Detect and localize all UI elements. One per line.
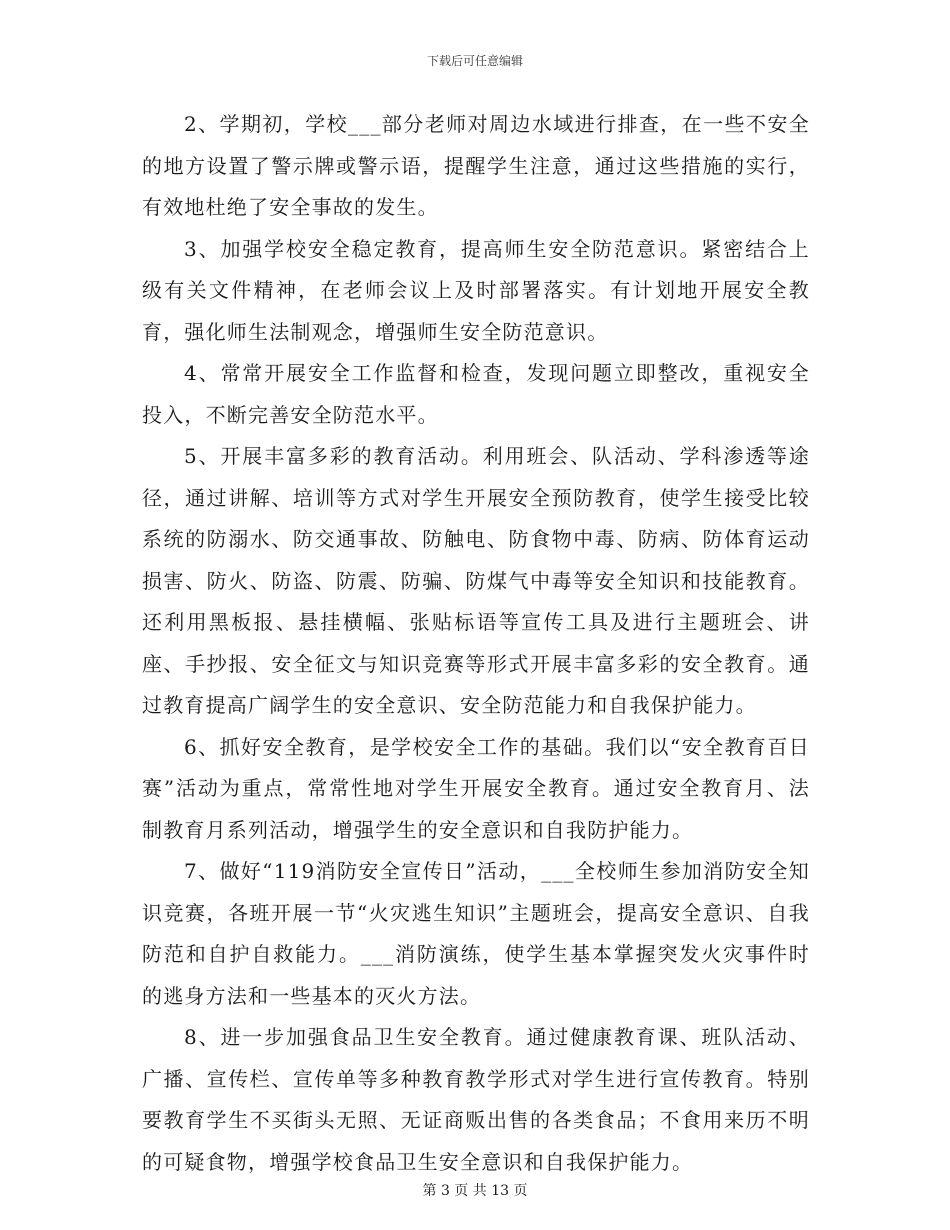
paragraph-item-5: 5、开展丰富多彩的教育活动。利用班会、队活动、学科渗透等途径，通过讲解、培训等方式对学生开展安全预防教育，使学生接受比较系统的防溺水、防交通事故、防触电、防食物中毒、防病、防体育运动损害、防火、防盗、防震、防骗、防煤气中毒等安全知识和技能教育。还利用黑板报、悬挂横幅、张贴标语等宣传工具及进行主题班会、讲座、手抄报、安全征文与知识竞赛等形式开展丰富多彩的安全教育。通过教育提高广阔学生的安全意识、安全防范能力和自我保护能力。 — [142, 444, 810, 717]
document-body — [142, 104, 810, 1183]
paragraph-item-7: 7、做好“119消防安全宣传日”活动，___全校师生参加消防安全知识竞赛，各班开展一节“火灾逃生知识”主题班会，提高安全意识、自我防范和自护自救能力。___消防演练，使学生基本掌握突发火灾事件时的逃身方法和一些基本的灭火方法。 — [142, 859, 810, 1008]
paragraph-item-3: 3、加强学校安全稳定教育，提高师生安全防范意识。紧密结合上级有关文件精神，在老师会议上及时部署落实。有计划地开展安全教育，强化师生法制观念，增强师生安全防范意识。 — [142, 236, 810, 344]
page-header-note: 下载后可任意编辑 — [426, 54, 523, 68]
paragraph-item-2: 2、学期初，学校___部分老师对周边水域进行排查，在一些不安全的地方设置了警示牌或警示语，提醒学生注意，通过这些措施的实行，有效地杜绝了安全事故的发生。 — [142, 112, 810, 219]
paragraph-item-6: 6、抓好安全教育，是学校安全工作的基础。我们以“安全教育百日赛”活动为重点，常常性地对学生开展安全教育。通过安全教育月、法制教育月系列活动，增强学生的安全意识和自我防护能力。 — [142, 734, 810, 842]
page-number-footer: 第 3 页 共 13 页 — [422, 1183, 528, 1199]
paragraph-item-8: 8、进一步加强食品卫生安全教育。通过健康教育课、班队活动、广播、宣传栏、宣传单等多种教育教学形式对学生进行宣传教育。特别要教育学生不买街头无照、无证商贩出售的各类食品；不食用来历不明的可疑食物，增强学校食品卫生安全意识和自我保护能力。 — [142, 1025, 810, 1174]
paragraph-item-4: 4、常常开展安全工作监督和检查，发现问题立即整改，重视安全投入，不断完善安全防范水平。 — [142, 361, 810, 427]
